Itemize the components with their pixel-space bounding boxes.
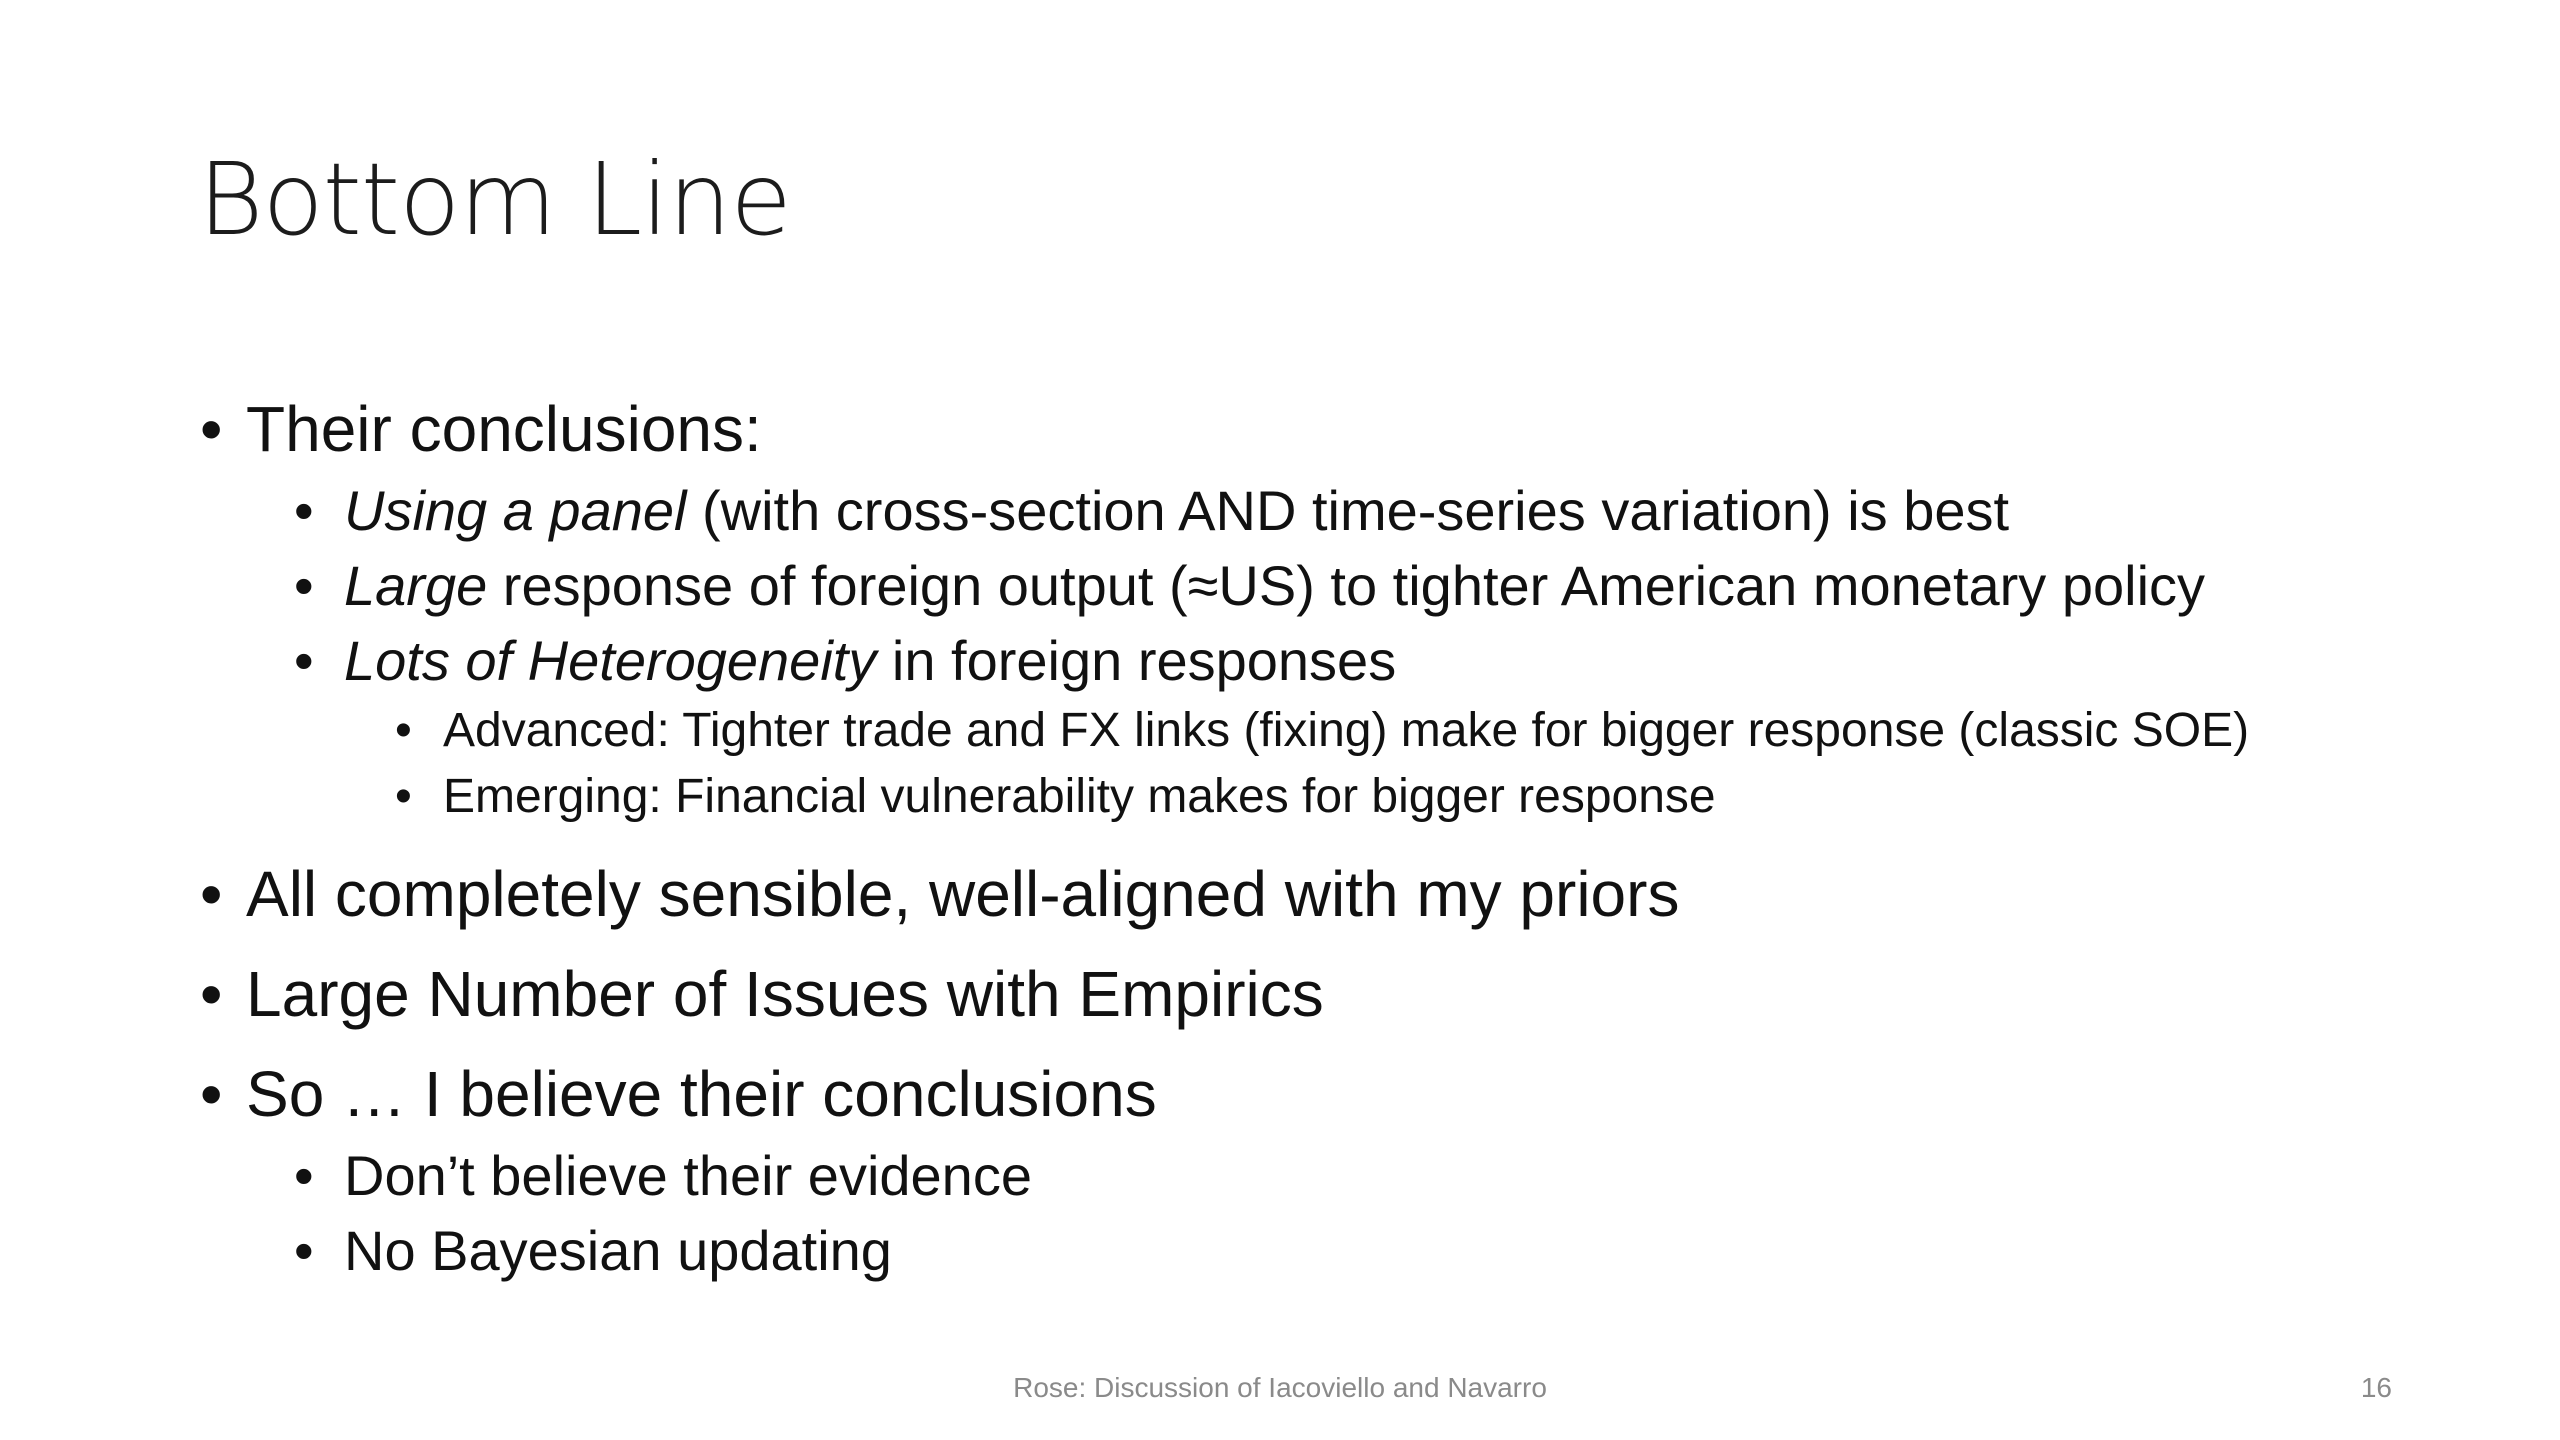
sub-bullet-heterogeneity (198, 623, 2458, 698)
bullet-marker: • (200, 958, 223, 1030)
bullet-marker: • (294, 629, 314, 692)
bullet-marker: • (395, 704, 412, 757)
bullet-text: Emerging: Financial vulnerability makes for bigger response (443, 770, 1716, 823)
sub-bullet-using-a-panel (198, 473, 2458, 548)
bullet-marker: • (294, 554, 314, 617)
bullet-text: Their conclusions: (246, 393, 762, 465)
bullet-their-conclusions (198, 385, 2458, 473)
bullet-text: So … I believe their conclusions (246, 1058, 1157, 1130)
bullet-marker: • (294, 1219, 314, 1282)
bullet-text: No Bayesian updating (344, 1219, 892, 1282)
bullet-marker: • (294, 1144, 314, 1207)
bullet-marker: • (294, 479, 314, 542)
slide-footer: Rose: Discussion of Iacoviello and Navarro (1013, 1372, 1547, 1403)
slide-title: Bottom Line (198, 141, 791, 258)
bullet-text: Don’t believe their evidence (344, 1144, 1032, 1207)
sub-bullet-large-response (198, 548, 2458, 623)
slide-number: 16 (2360, 1372, 2392, 1403)
bullet-marker: • (200, 858, 223, 930)
sub-bullet-dont-believe-evidence (198, 1138, 2458, 1213)
bullet-text: response of foreign output (≈US) to tighter American monetary policy (487, 554, 2206, 617)
bullet-marker: • (395, 770, 412, 823)
sub-bullet-no-bayesian-updating (198, 1213, 2458, 1288)
emphasis-text: Large (344, 554, 488, 617)
sub-sub-bullet-emerging (198, 764, 2458, 830)
bullet-text: All completely sensible, well-aligned with my priors (246, 858, 1680, 930)
bullet-marker: • (200, 1058, 223, 1130)
bullet-list (198, 385, 2458, 1288)
bullet-text: Advanced: Tighter trade and FX links (fixing) make for bigger response (classic SOE) (443, 704, 2250, 757)
bullet-text: Large Number of Issues with Empirics (246, 958, 1324, 1030)
bullet-all-sensible (198, 850, 2458, 938)
bullet-text: (with cross-section AND time-series variation) is best (686, 479, 2010, 542)
bullet-text: in foreign responses (876, 629, 1397, 692)
bullet-marker: • (200, 393, 223, 465)
sub-sub-bullet-advanced (198, 698, 2458, 764)
bullet-issues-empirics (198, 950, 2458, 1038)
emphasis-text: Using a panel (344, 479, 687, 542)
bullet-believe-conclusions (198, 1050, 2458, 1138)
emphasis-text: Lots of Heterogeneity (344, 629, 877, 692)
